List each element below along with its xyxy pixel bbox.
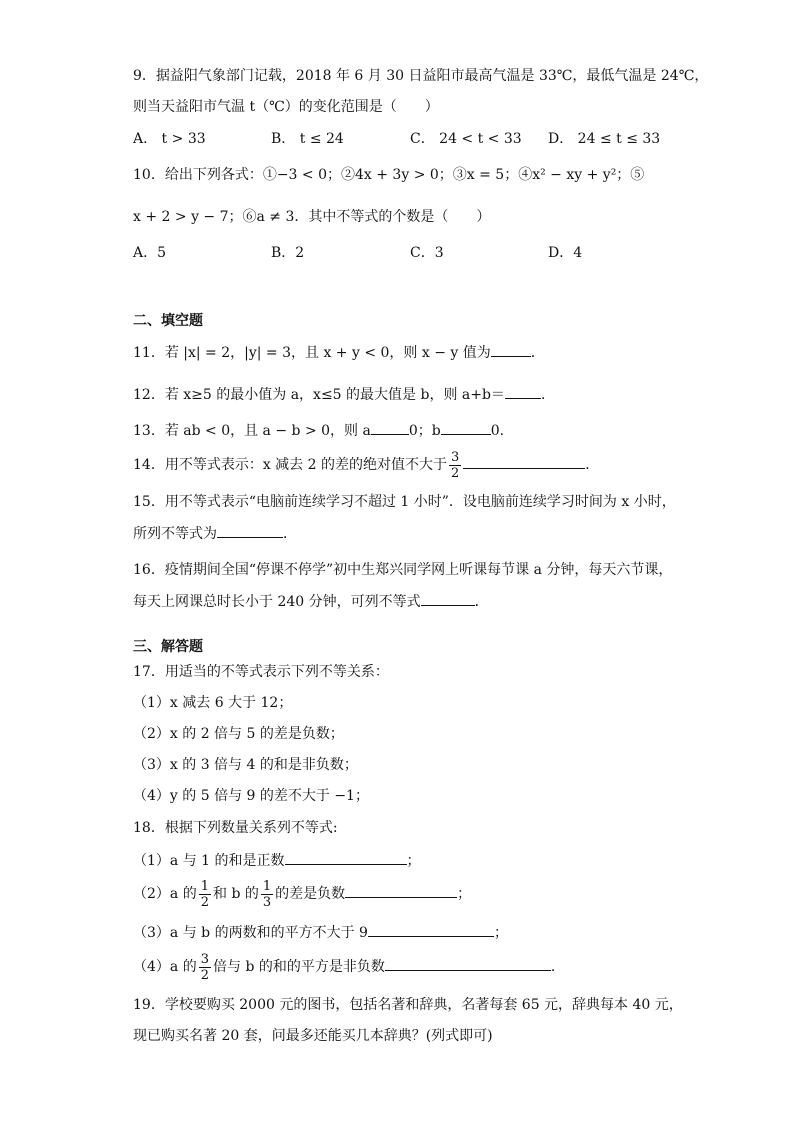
q18-item-2-fraction-2 (261, 879, 273, 910)
q17-item-4: （4）y 的 5 倍与 9 的差不大于 −1； (133, 788, 369, 804)
q14-blank (463, 454, 585, 469)
q18-item-3-blank (368, 922, 494, 937)
q10-line1: 10．给出下列各式：①−3 < 0；②4x + 3y > 0；③x = 5；④x² − xy + y²；⑤ (133, 167, 645, 183)
q16-blank (421, 591, 475, 606)
q13-end: 0. (490, 423, 505, 439)
q16-line2 (133, 591, 489, 612)
q13-text: 13．若 ab < 0，且 a − b > 0，则 a (133, 423, 371, 439)
q11-blank (491, 342, 531, 357)
q18-item-1 (133, 850, 421, 871)
q16-line1: 16．疫情期间全国“停课不停学”初中生郑兴同学网上听课每节课 a 分钟，每天六节课， (133, 562, 673, 578)
q13-mid: 0；b (408, 423, 441, 439)
q13-blank-b (441, 420, 491, 435)
q19-line1: 19．学校要购买 2000 元的图书，包括名著和辞典，名著每套 65 元，辞典每本 40 元， (133, 997, 683, 1013)
q18-item-2-text-b: 和 b 的 (213, 886, 259, 902)
q9-line2: 则当天益阳市气温 t（℃）的变化范围是（ ） (133, 99, 439, 115)
q15-line2 (133, 523, 297, 544)
q18-item-2-text-a: （2）a 的 (133, 886, 197, 902)
q18-item-1-blank (285, 850, 407, 865)
q18-item-4-fraction-denominator: 2 (200, 967, 209, 983)
q9-option-a: A． t > 33 (133, 131, 206, 147)
q12-text: 12．若 x≥5 的最小值为 a，x≤5 的最大值是 b，则 a+b＝ (133, 387, 505, 403)
q18-item-4-text-b: 倍与 b 的和的平方是非负数 (213, 959, 385, 975)
q15-line1: 15．用不等式表示“电脑前连续学习不超过 1 小时”．设电脑前连续学习时间为 x 小时， (133, 494, 676, 510)
q18-item-2-text-c: 的差是负数 (275, 886, 346, 902)
q18-item-2-fraction-1 (199, 879, 211, 910)
q17-item-2: （2）x 的 2 倍与 5 的差是负数； (133, 726, 344, 742)
q9-option-d: D． 24 ≤ t ≤ 33 (548, 131, 661, 147)
q18-item-4-fraction-numerator: 3 (200, 951, 209, 967)
q9-option-b: B． t ≤ 24 (271, 131, 344, 147)
q10-option-b: B．2 (271, 245, 305, 261)
q18-stem: 18．根据下列数量关系列不等式: (133, 820, 338, 836)
q18-item-2-blank (345, 883, 457, 898)
q16-end: ． (474, 594, 489, 610)
q9-option-c: C． 24 < t < 33 (410, 131, 522, 147)
q14-fraction-numerator: 3 (450, 449, 460, 465)
q11-text: 11．若 |x| = 2，|y| = 3，且 x + y < 0，则 x − y 值为 (133, 345, 491, 361)
q13 (133, 420, 504, 441)
q13-blank-a (371, 420, 409, 435)
q18-item-3-end: ； (493, 925, 508, 941)
q18-item-2 (133, 877, 471, 911)
q18-item-2-end: ； (457, 886, 472, 902)
q19-line2: 现已购买名著 20 套，问最多还能买几本辞典？(列式即可) (133, 1028, 493, 1044)
q10-option-c: C．3 (410, 245, 444, 261)
q11-end: ． (530, 345, 545, 361)
section-fill-in-heading: 二、填空题 (133, 313, 203, 329)
q18-item-2-fraction-1-denominator: 2 (200, 894, 209, 910)
section-answer-heading: 三、解答题 (133, 639, 203, 655)
q14-end: ． (585, 457, 600, 473)
q14 (133, 448, 599, 482)
q18-item-3-text: （3）a 与 b 的两数和的平方不大于 9 (133, 925, 368, 941)
q18-item-2-fraction-2-numerator: 1 (262, 878, 272, 894)
q17-item-3: （3）x 的 3 倍与 4 的和是非负数； (133, 757, 358, 773)
q10-line2: x + 2 > y − 7；⑥a ≠ 3．其中不等式的个数是（ ） (133, 209, 491, 225)
q12-blank (505, 384, 541, 399)
q12-end: ． (540, 387, 555, 403)
q12 (133, 384, 555, 405)
q18-item-4 (133, 950, 565, 984)
q9-line1: 9．据益阳气象部门记载，2018 年 6 月 30 日益阳市最高气温是 33℃，最低气温是 24℃， (133, 68, 709, 84)
q15-text: 所列不等式为 (133, 526, 217, 542)
q18-item-2-fraction-1-numerator: 1 (200, 878, 209, 894)
q18-item-4-fraction (199, 952, 211, 983)
q10-option-d: D．4 (548, 245, 583, 261)
q15-end: ． (283, 526, 297, 542)
q17-stem: 17．用适当的不等式表示下列不等关系： (133, 664, 389, 680)
q15-blank (217, 523, 283, 538)
q11 (133, 342, 545, 363)
q18-item-1-end: ； (406, 853, 421, 869)
q10-option-a: A．5 (133, 245, 167, 261)
q16-text: 每天上网课总时长小于 240 分钟，可列不等式 (133, 594, 421, 610)
q18-item-4-blank (385, 956, 551, 971)
q18-item-4-text-a: （4）a 的 (133, 959, 197, 975)
q14-fraction-denominator: 2 (450, 465, 460, 481)
q17-item-1: （1）x 减去 6 大于 12； (133, 695, 293, 711)
q18-item-2-fraction-2-denominator: 3 (262, 894, 272, 910)
q14-text: 14．用不等式表示：x 减去 2 的差的绝对值不大于 (133, 457, 447, 473)
q14-fraction (449, 450, 461, 481)
q18-item-1-text: （1）a 与 1 的和是正数 (133, 853, 285, 869)
q18-item-4-end: ． (550, 959, 565, 975)
q18-item-3 (133, 922, 508, 943)
